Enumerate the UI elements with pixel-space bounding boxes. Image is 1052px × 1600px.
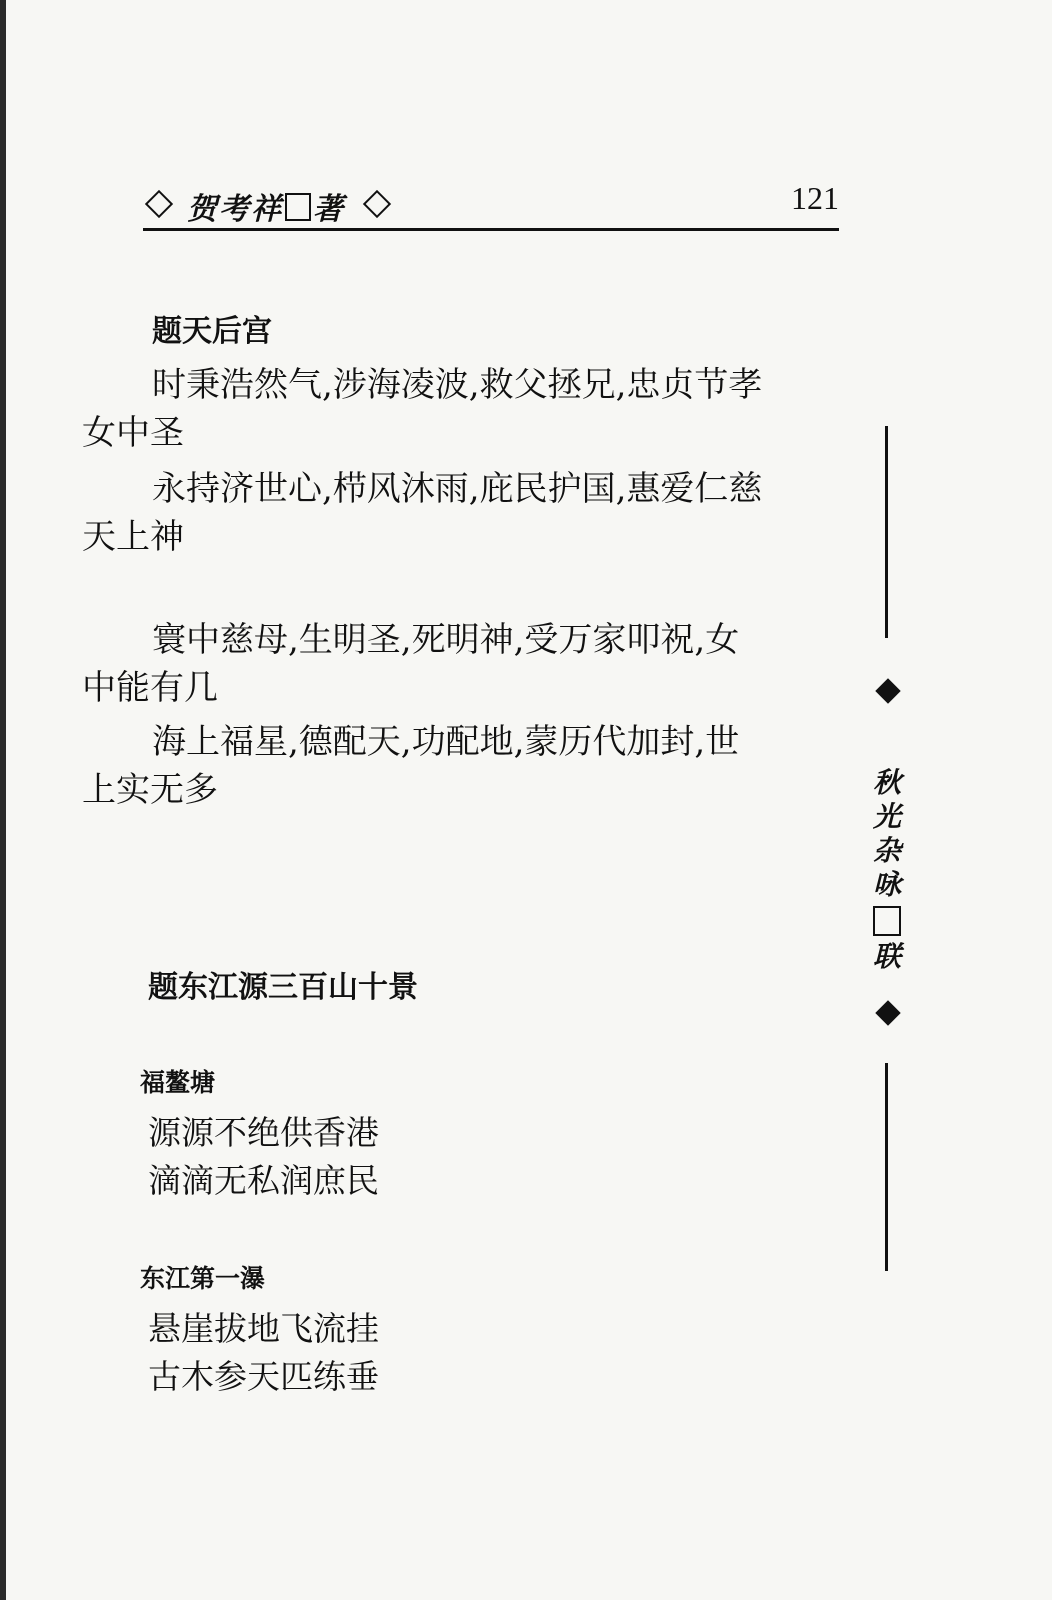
side-rule-bottom: [885, 1063, 888, 1271]
side-label-char: 秋: [872, 766, 901, 799]
header-box-icon: [285, 193, 311, 221]
section-title: 题东江源三百山十景: [148, 970, 418, 1005]
side-label-char: 咏: [872, 868, 901, 901]
section-title: 题天后宫: [152, 314, 272, 349]
diamond-outline-icon: [145, 190, 173, 218]
diamond-filled-icon: [875, 678, 900, 703]
verse-line: 上实无多: [82, 770, 218, 810]
verse-line: 永持济世心,栉风沐雨,庇民护国,惠爱仁慈: [152, 469, 763, 509]
verse-line: 女中圣: [82, 413, 184, 453]
page-number: 121: [791, 180, 839, 216]
scene-title: 东江第一瀑: [140, 1264, 266, 1293]
couplet-line: 源源不绝供香港: [148, 1113, 379, 1152]
side-label-char: 杂: [872, 834, 901, 867]
running-header: [143, 180, 839, 228]
page-edge: [0, 0, 6, 1600]
verse-line: 海上福星,德配天,功配地,蒙历代加封,世: [152, 722, 740, 762]
couplet-line: 悬崖拔地飞流挂: [148, 1309, 379, 1348]
couplet-line: 古木参天匹练垂: [148, 1357, 379, 1396]
couplet-line: 滴滴无私润庶民: [148, 1161, 379, 1200]
header-rule: [143, 228, 839, 231]
header-author: [143, 184, 387, 228]
diamond-outline-icon: [363, 190, 391, 218]
diamond-filled-icon: [875, 1000, 900, 1025]
verse-line: 时秉浩然气,涉海凌波,救父拯兄,忠贞节孝: [152, 365, 763, 405]
scene-title: 福鳌塘: [140, 1068, 216, 1097]
side-box-icon: [873, 906, 901, 936]
verse-line: 中能有几: [82, 668, 218, 708]
side-label: [870, 766, 904, 974]
verse-line: 天上神: [82, 517, 184, 557]
side-label-char: 联: [872, 940, 901, 973]
verse-line: 寰中慈母,生明圣,死明神,受万家叩祝,女: [152, 620, 740, 660]
side-label-char: 光: [872, 800, 901, 833]
header-author-role: 著: [313, 192, 345, 227]
side-rule-top: [885, 426, 888, 638]
header-author-name: 贺考祥: [187, 192, 283, 227]
